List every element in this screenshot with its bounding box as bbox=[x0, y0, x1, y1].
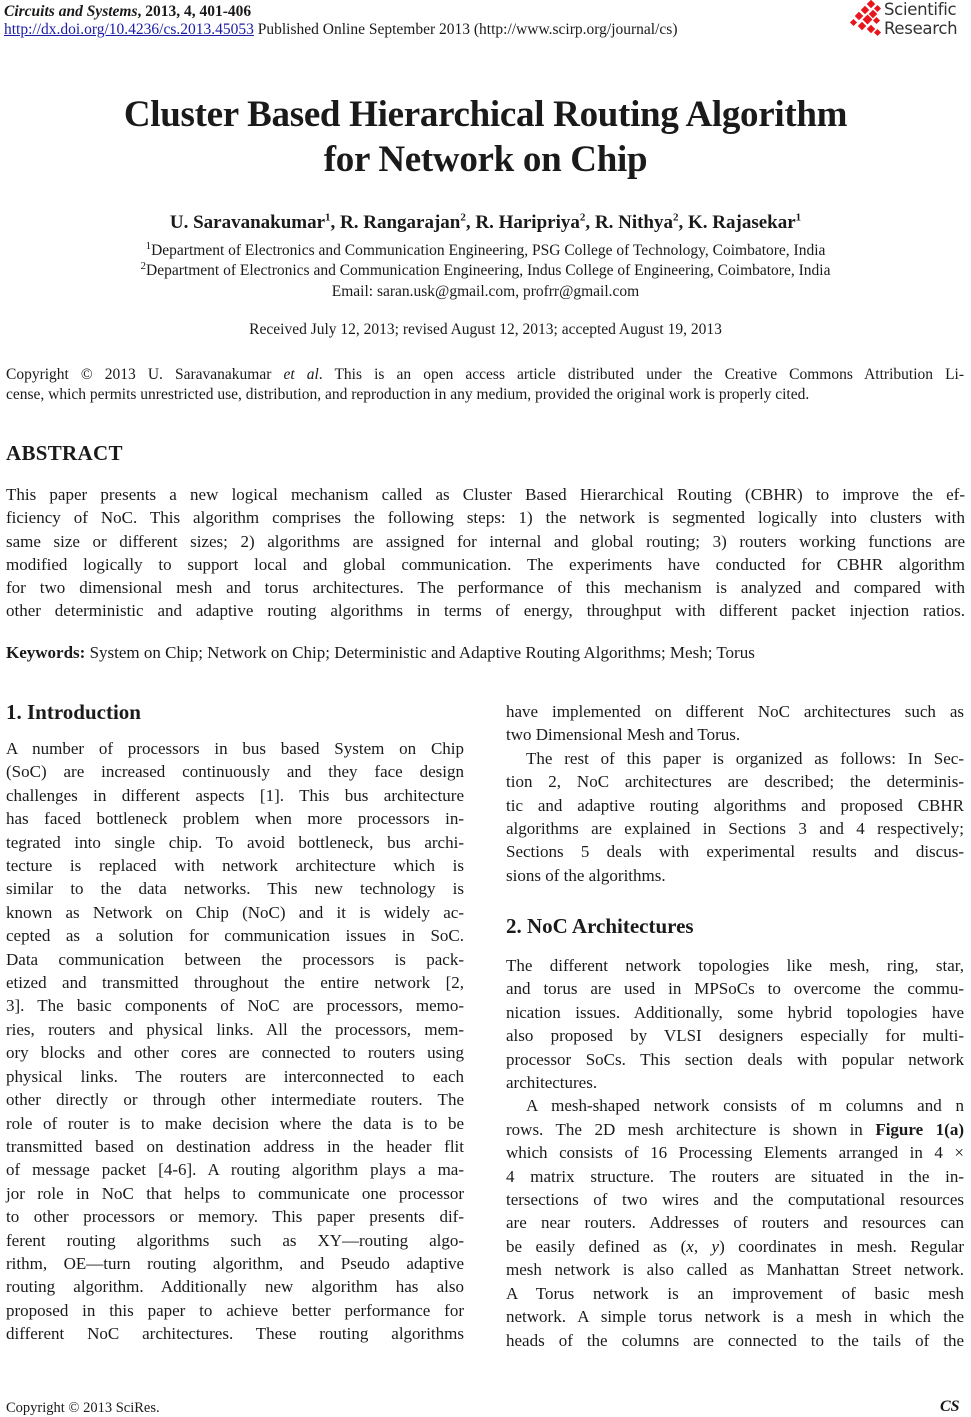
text-line: Data communication between the processors is pack- bbox=[6, 949, 464, 969]
text-line: sions of the algorithms. bbox=[506, 865, 666, 885]
logo-diamonds-icon bbox=[848, 0, 884, 40]
text-line: ries, routers and physical links. All the processors, mem- bbox=[6, 1019, 464, 1039]
scientific-research-logo bbox=[848, 0, 971, 44]
right-column-intro-continued bbox=[506, 700, 964, 887]
text-line: ory blocks and other cores are connected to routers using bbox=[6, 1043, 464, 1063]
section-heading-noc-architectures: 2. NoC Architectures bbox=[506, 914, 694, 938]
text-line: has faced bottleneck problem when more processors in- bbox=[6, 809, 464, 829]
paper-title bbox=[0, 92, 971, 182]
keywords-text: System on Chip; Network on Chip; Deterministic and Adaptive Routing Algorithms; Mesh; Torus bbox=[85, 643, 755, 662]
text-line: 3]. The basic components of NoC are processors, memo- bbox=[6, 996, 464, 1016]
text-fragment: ) coordinates in mesh. Regular bbox=[719, 1236, 965, 1256]
text-line: A Torus network is an improvement of basic mesh bbox=[506, 1283, 964, 1303]
keywords-label: Keywords: bbox=[6, 643, 86, 662]
title-line2: for Network on Chip bbox=[323, 139, 648, 180]
text-line: The different network topologies like mesh, ring, star, bbox=[506, 956, 964, 975]
doi-link[interactable]: http://dx.doi.org/10.4236/cs.2013.45053 bbox=[4, 21, 254, 38]
text-line: transmitted based on destination address in the header flit bbox=[6, 1136, 464, 1156]
affiliation-text: Department of Electronics and Communication Engineering, Indus College of Engineering, Coimbatore, India bbox=[146, 262, 831, 279]
abstract-line: ficiency of NoC. This algorithm comprises the following steps: 1) the network is segmented logically into clusters with bbox=[6, 508, 965, 528]
text-line: heads of the columns are connected to the tails of the bbox=[506, 1330, 964, 1350]
text-line: proposed in this paper to achieve better performance for bbox=[6, 1300, 464, 1320]
text-line: physical links. The routers are interconnected to each bbox=[6, 1066, 464, 1086]
text-line: tic and adaptive routing algorithms and proposed CBHR bbox=[506, 795, 964, 815]
journal-volume: , 2013, 4, 401-406 bbox=[137, 3, 252, 20]
copyright-line2: cense, which permits unrestricted use, distribution, and reproduction in any medium, provided the original work is properly cited. bbox=[6, 386, 810, 403]
affiliation-2 bbox=[0, 261, 971, 281]
copyright-line1 bbox=[6, 365, 964, 385]
text-line: different NoC architectures. These routing algorithms bbox=[6, 1324, 464, 1344]
author: K. Rajasekar bbox=[688, 212, 796, 233]
text-line: A number of processors in bus based System on Chip bbox=[6, 739, 464, 758]
abstract-body bbox=[6, 483, 965, 623]
logo-wordmark bbox=[884, 0, 957, 38]
doi-line bbox=[4, 21, 677, 39]
journal-citation bbox=[4, 3, 251, 21]
affiliation-1 bbox=[0, 241, 971, 261]
footer-journal-abbr: CS bbox=[940, 1398, 960, 1415]
text-line: A mesh-shaped network consists of m columns and n bbox=[526, 1096, 964, 1116]
text-line: challenges in different aspects [1]. This bus architecture bbox=[6, 785, 464, 805]
text-fragment: rows. The 2D mesh architecture is shown in bbox=[506, 1119, 876, 1139]
author-affiliation-mark: 2 bbox=[579, 211, 586, 224]
affiliation-number: 2 bbox=[140, 259, 147, 272]
text-line: other directly or through other intermediate routers. The bbox=[6, 1090, 464, 1110]
text-line: which consists of 16 Processing Elements arranged in 4 × bbox=[506, 1143, 964, 1163]
author-email: Email: saran.usk@gmail.com, profrr@gmail.com bbox=[331, 283, 640, 300]
logo-line2: Research bbox=[884, 19, 958, 38]
text-line: ferent routing algorithms such as XY—routing algo- bbox=[6, 1230, 464, 1250]
text-line: 4 matrix structure. The routers are situated in the in- bbox=[506, 1166, 964, 1186]
text-line: etized and transmitted throughout the entire network [2, bbox=[6, 973, 464, 993]
text-line: two Dimensional Mesh and Torus. bbox=[506, 725, 741, 745]
text-line: architectures. bbox=[506, 1073, 598, 1093]
text-line: have implemented on different NoC architectures such as bbox=[506, 702, 964, 721]
text-line: are near routers. Addresses of routers and resources can bbox=[506, 1213, 964, 1233]
text-line: tion 2, NoC architectures are described; the determinis- bbox=[506, 772, 964, 792]
text-line: also proposed by VLSI designers especially for multi- bbox=[506, 1026, 964, 1046]
text-fragment: be easily defined as ( bbox=[506, 1236, 687, 1256]
footer-copyright: Copyright © 2013 SciRes. bbox=[6, 1400, 160, 1416]
abstract-line: other deterministic and adaptive routing algorithms in terms of energy, throughput with different packet injection ratios. bbox=[6, 601, 965, 621]
author-list: U. Saravanakumar$^1$, R. Rangarajan$^2$, R. Haripriya$^2$, R. Nithya$^2$, K. Rajasekar$^1$ bbox=[169, 211, 802, 233]
abstract-heading: ABSTRACT bbox=[6, 441, 123, 465]
author-affiliation-mark: 2 bbox=[673, 211, 679, 224]
published-online: Published Online September 2013 (http://www.scirp.org/journal/cs) bbox=[253, 21, 678, 38]
text-line: known as Network on Chip (NoC) and it is widely ac- bbox=[6, 902, 464, 922]
author: R. Nithya bbox=[594, 212, 673, 233]
noc-architectures-body bbox=[506, 954, 964, 1352]
text-line: cepted as a solution for communication issues in SoC. bbox=[6, 926, 464, 946]
coord-x: x bbox=[686, 1236, 694, 1256]
author: R. Haripriya bbox=[475, 212, 580, 233]
copyright-notice bbox=[6, 365, 964, 405]
section-heading-introduction: 1. Introduction bbox=[6, 700, 141, 724]
author-affiliation-mark: 1 bbox=[795, 211, 802, 224]
keywords bbox=[6, 643, 755, 663]
text-line: tersections of two wires and the computational resources bbox=[506, 1190, 964, 1210]
text-line: rithm, OE—turn routing algorithm, and Pseudo adaptive bbox=[6, 1253, 464, 1273]
received-dates: Received July 12, 2013; revised August 12, 2013; accepted August 19, 2013 bbox=[249, 321, 722, 338]
text-line: of message packet [4-6]. A routing algorithm plays a ma- bbox=[6, 1160, 464, 1180]
author-affiliation-mark: 2 bbox=[460, 211, 466, 224]
author-affiliation-mark: 1 bbox=[325, 211, 331, 224]
copyright-pre: Copyright © 2013 U. Saravanakumar bbox=[6, 366, 284, 383]
text-line: network. A simple torus network is a mesh in which the bbox=[506, 1307, 964, 1327]
abstract-line: This paper presents a new logical mechanism called as Cluster Based Hierarchical Routing (CBHR) to improve the ef- bbox=[6, 485, 965, 504]
affiliation-number: 1 bbox=[145, 239, 152, 252]
text-line: mesh network is also called as Manhattan Street network. bbox=[506, 1260, 964, 1280]
text-line: jor role in NoC that helps to communicate one processor bbox=[6, 1183, 464, 1203]
figure-reference-link[interactable]: Figure 1(a) bbox=[875, 1119, 965, 1139]
text-line: routing algorithm. Additionally new algorithm has also bbox=[6, 1277, 464, 1297]
title-line1: Cluster Based Hierarchical Routing Algorithm bbox=[123, 94, 848, 135]
text-line bbox=[506, 1118, 964, 1141]
journal-name: Circuits and Systems bbox=[4, 3, 138, 20]
text-line: The rest of this paper is organized as follows: In Sec- bbox=[526, 748, 964, 768]
abstract-line: for two dimensional mesh and torus architectures. The performance of this mechanism is analyzed and compared with bbox=[6, 578, 965, 598]
text-line: tegrated into single chip. To avoid bottleneck, bus archi- bbox=[6, 832, 464, 852]
et-al: et al bbox=[283, 366, 319, 383]
logo-line1: Scientific bbox=[884, 0, 957, 19]
introduction-body bbox=[6, 737, 464, 1346]
abstract-line: modified logically to support local and global communication. The experiments have conducted for CBHR algorithm bbox=[6, 554, 965, 574]
text-line: (SoC) are increased continuously and they face design bbox=[6, 762, 464, 782]
coord-y: y bbox=[711, 1236, 720, 1256]
text-line bbox=[506, 1235, 964, 1258]
copyright-post: . This is an open access article distributed under the Creative Commons Attribution Li- bbox=[318, 366, 965, 383]
text-line: tecture is replaced with network architecture which is bbox=[6, 856, 464, 876]
author: R. Rangarajan bbox=[340, 212, 461, 233]
text-line: and torus are used in MPSoCs to overcome the commu- bbox=[506, 979, 964, 999]
text-line: nication issues. Additionally, some hybrid topologies have bbox=[506, 1002, 964, 1022]
text-line: Sections 5 deals with experimental results and discus- bbox=[506, 842, 964, 862]
text-line: algorithms are explained in Sections 3 and 4 respectively; bbox=[506, 819, 964, 839]
author: U. Saravanakumar bbox=[169, 212, 326, 233]
affiliation-text: Department of Electronics and Communication Engineering, PSG College of Technology, Coimbatore, India bbox=[151, 242, 826, 259]
text-line: to other processors or memory. This paper presents dif- bbox=[6, 1207, 464, 1227]
text-line: role of router is to make decision where the data is to be bbox=[6, 1113, 464, 1133]
coord-sep: , bbox=[693, 1236, 712, 1256]
abstract-line: same size or different sizes; 2) algorithms are assigned for internal and global routing; 3) routers working functions are bbox=[6, 531, 965, 551]
text-line: similar to the data networks. This new technology is bbox=[6, 879, 464, 899]
text-line: processor SoCs. This section deals with popular network bbox=[506, 1049, 964, 1069]
